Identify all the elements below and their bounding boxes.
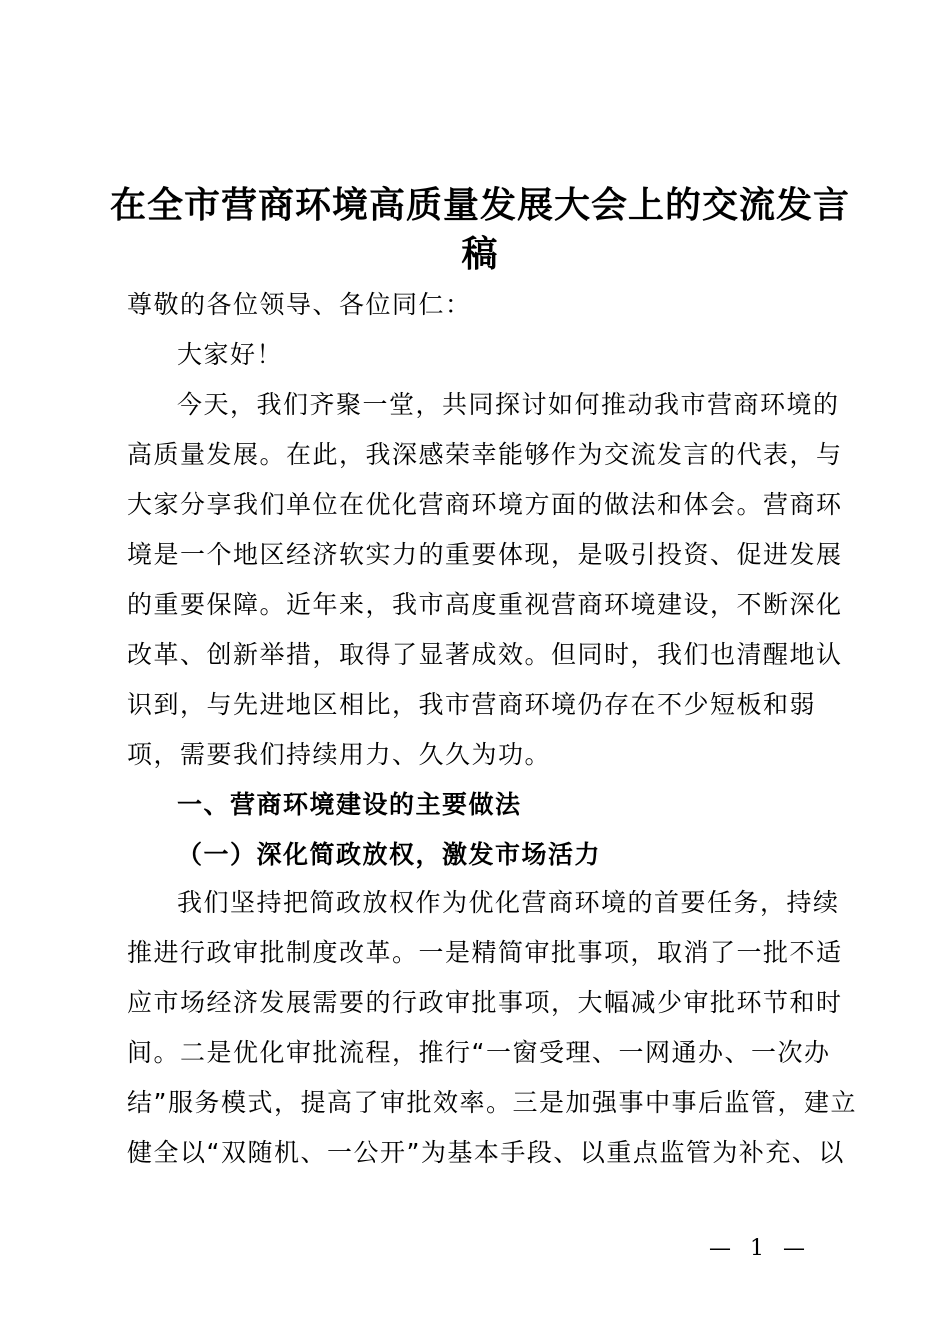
opening-paragraph: 今天，我们齐聚一堂，共同探讨如何推动我市营商环境的高质量发展。在此，我深感荣幸能够作为交流发言的代表，与大家分享我们单位在优化营商环境方面的做法和体会。营商环境是一个地区经济软实力的重要体现，是吸引投资、促进发展的重要保障。近年来，我市高度重视营商环境建设，不断深化改革、创新举措，取得了显著成效。但同时，我们也清醒地认识到，与先进地区相比，我市营商环境仍存在不少短板和弱项，需要我们持续用力、久久为功。 [127, 390, 843, 769]
salutation: 尊敬的各位领导、各位同仁： [127, 290, 472, 319]
subsection-heading: （一）深化简政放权，激发市场活力 [177, 840, 602, 869]
document-title-line-1: 在全市营商环境高质量发展大会上的交流发言 [109, 185, 850, 226]
document-title-line-2: 稿 [461, 234, 499, 275]
section-heading: 一、营商环境建设的主要做法 [177, 790, 522, 819]
greeting: 大家好！ [177, 340, 284, 369]
page-number: — 1 — [709, 1236, 811, 1261]
body-paragraph: 我们坚持把简政放权作为优化营商环境的首要任务，持续推进行政审批制度改革。一是精简审批事项，取消了一批不适应市场经济发展需要的行政审批事项，大幅减少审批环节和时间。二是优化审批流程，推行“一窗受理、一网通办、一次办结”服务模式，提高了审批效率。三是加强事中事后监管，建立健全以“双随机、一公开”为基本手段、以重点监管为补充、以 [127, 888, 857, 1167]
